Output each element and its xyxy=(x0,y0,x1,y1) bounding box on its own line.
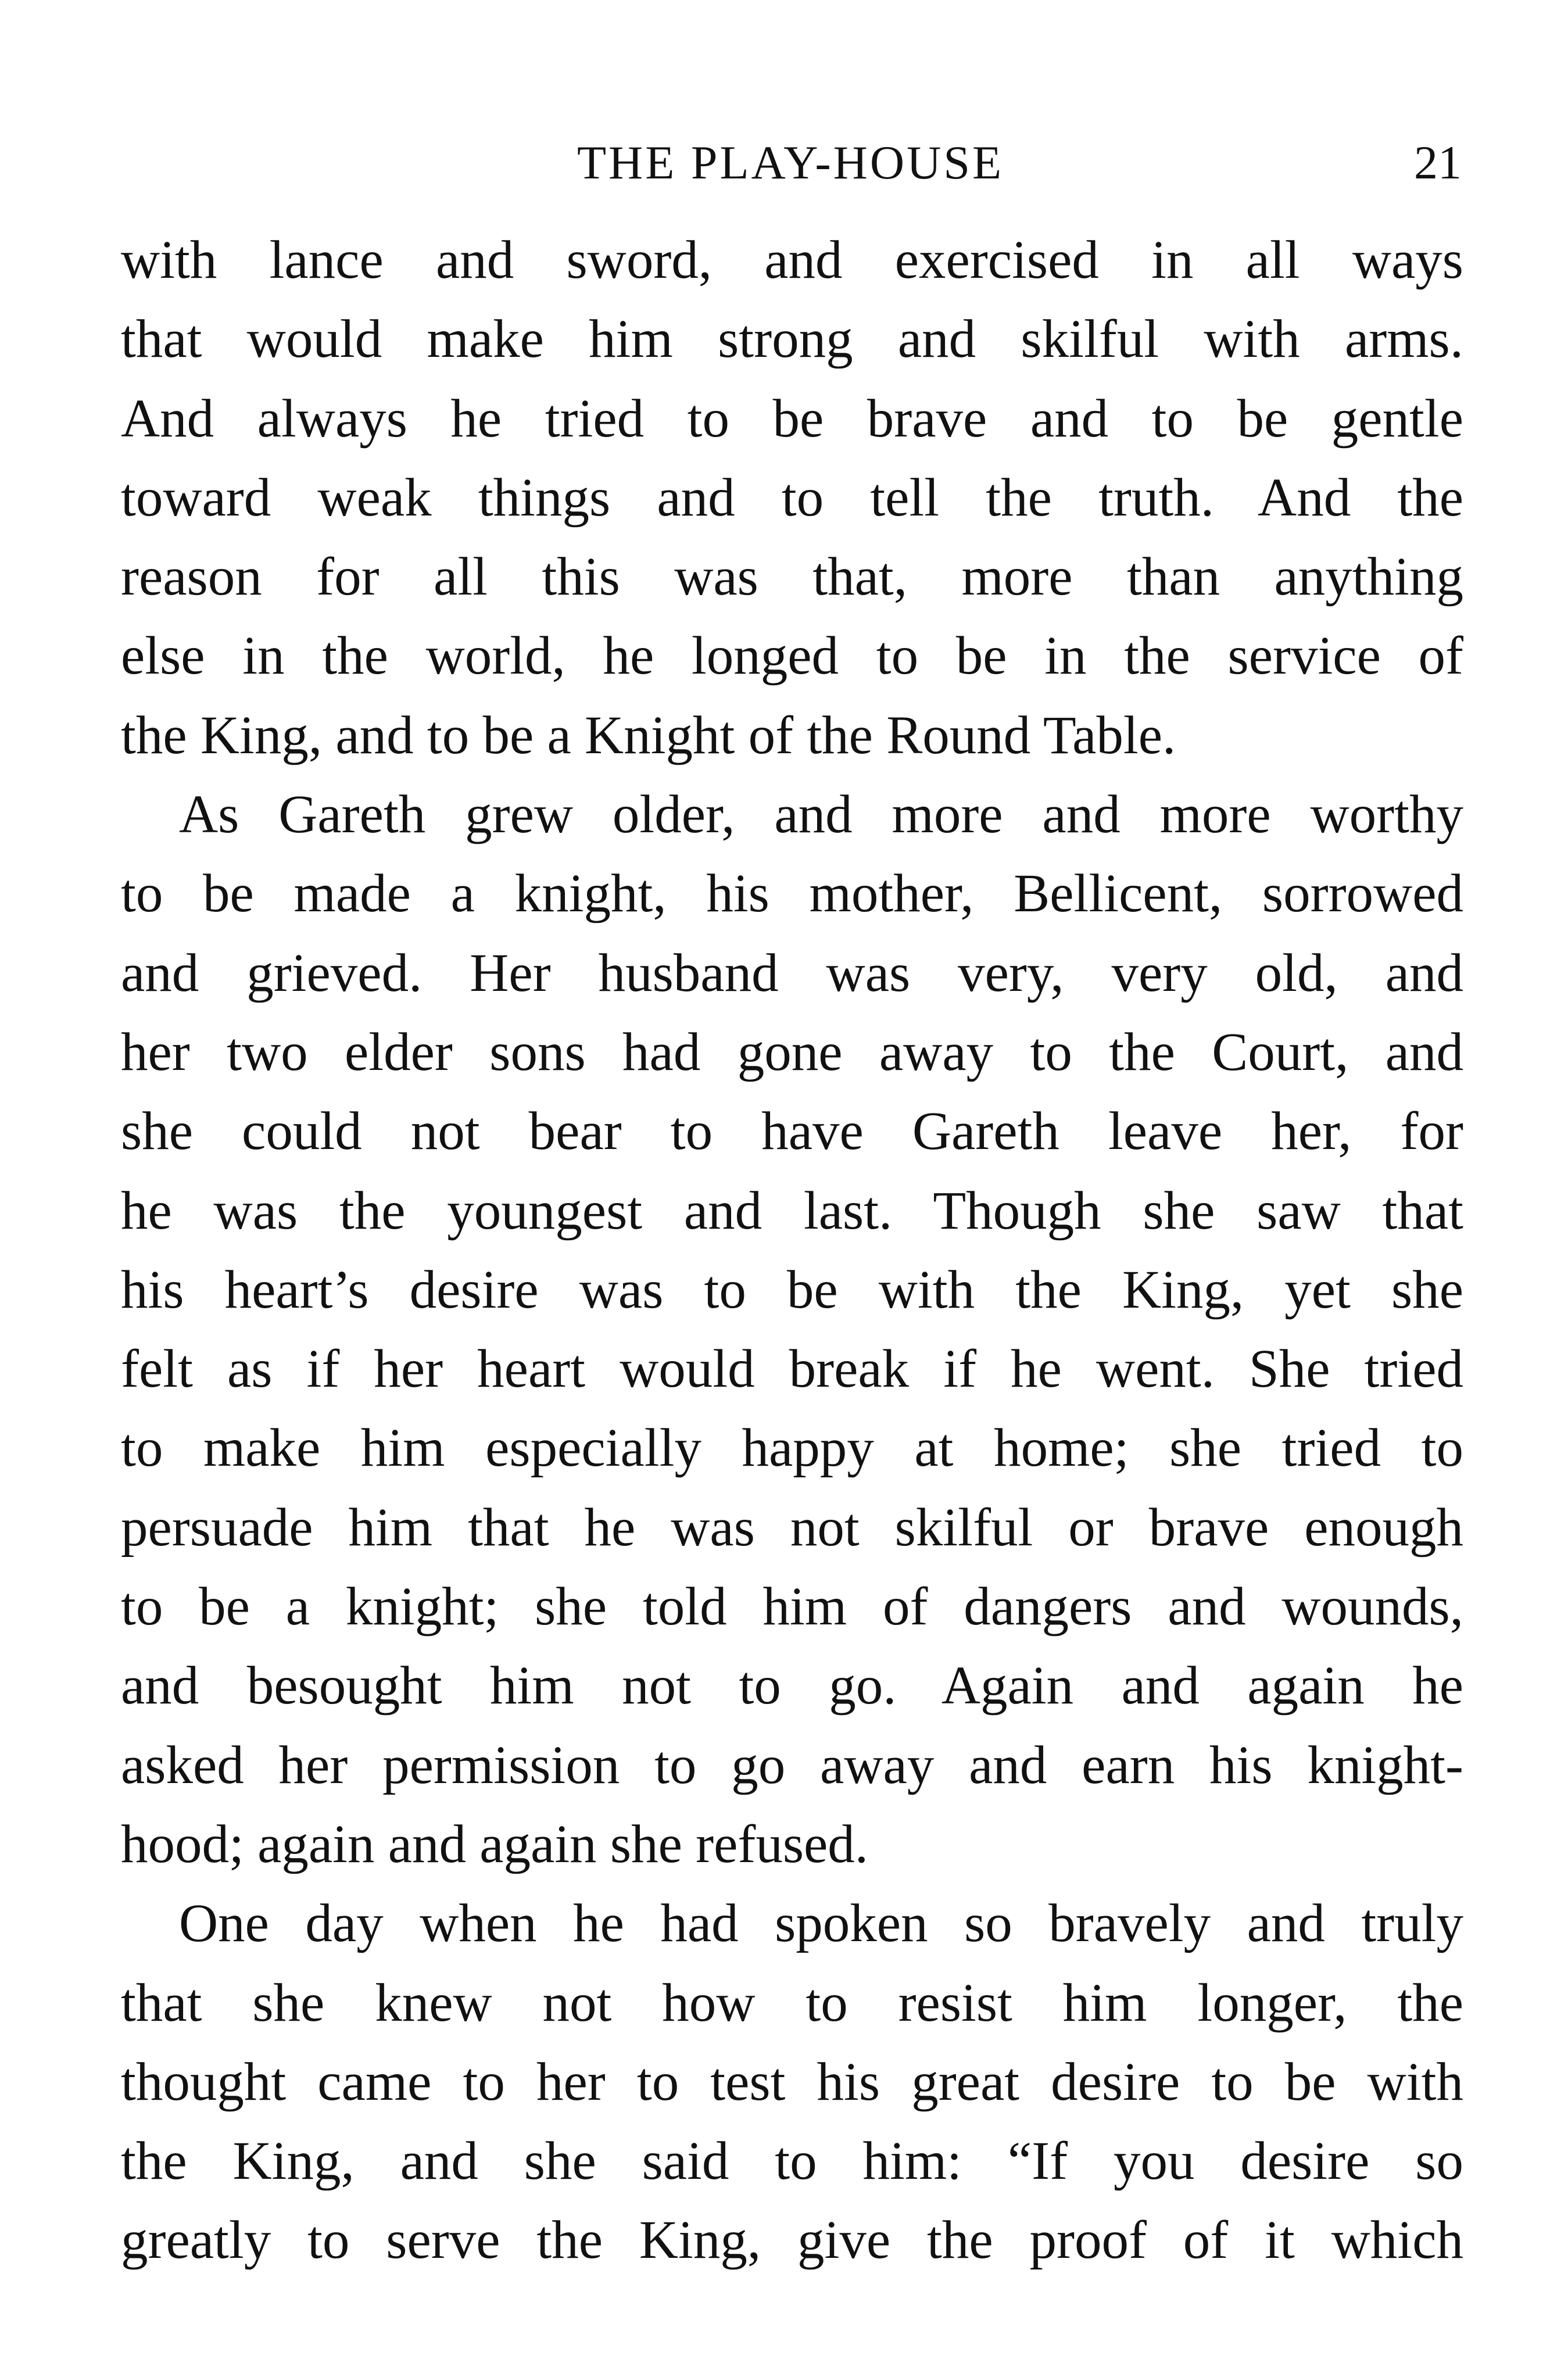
text-line: her two elder sons had gone away to the Court, and xyxy=(121,1022,1463,1082)
text-line: that would make him strong and skilful with arms. xyxy=(121,309,1463,370)
text-line: reason for all this was that, more than anything xyxy=(121,547,1463,607)
text-line: to make him especially happy at home; she tried to xyxy=(121,1418,1463,1479)
paragraph-start-line: As Gareth grew older, and more and more worthy xyxy=(179,785,1463,845)
text-line: to be a knight; she told him of dangers and wounds, xyxy=(121,1577,1463,1637)
text-line: his heart’s desire was to be with the King, yet she xyxy=(121,1259,1463,1320)
text-line: asked her permission to go away and earn his knight- xyxy=(121,1735,1463,1795)
paragraph-start-line: One day when he had spoken so bravely and truly xyxy=(179,1893,1463,1954)
text-line: the King, and she said to him: “If you desire so xyxy=(121,2131,1463,2192)
text-line: else in the world, he longed to be in the service of xyxy=(121,626,1463,686)
text-line: to be made a knight, his mother, Bellicent, sorrowed xyxy=(121,864,1463,924)
paragraph-end-line: hood; again and again she refused. xyxy=(121,1814,869,1874)
text-line: and grieved. Her husband was very, very old, and xyxy=(121,943,1463,1003)
running-title: THE PLAY-HOUSE xyxy=(577,136,1004,189)
text-line: and besought him not to go. Again and again he xyxy=(121,1656,1463,1716)
text-line: toward weak things and to tell the truth. And the xyxy=(121,467,1463,528)
text-line: And always he tried to be brave and to be gentle xyxy=(121,388,1463,449)
paragraph-end-line: the King, and to be a Knight of the Round Table. xyxy=(121,705,1176,765)
text-line: she could not bear to have Gareth leave her, for xyxy=(121,1101,1463,1162)
text-line: he was the youngest and last. Though she saw that xyxy=(121,1180,1463,1241)
text-line: persuade him that he was not skilful or brave enough xyxy=(121,1497,1463,1558)
text-line: that she knew not how to resist him longer, the xyxy=(121,1973,1463,2033)
text-line: with lance and sword, and exercised in all ways xyxy=(121,230,1463,290)
body-text xyxy=(121,221,1463,2281)
text-line: thought came to her to test his great desire to be with xyxy=(121,2052,1463,2112)
page-number: 21 xyxy=(1414,136,1462,189)
text-line: felt as if her heart would break if he went. She tried xyxy=(121,1339,1463,1399)
text-line: greatly to serve the King, give the proof of it which xyxy=(121,2210,1463,2271)
running-head xyxy=(119,131,1462,195)
